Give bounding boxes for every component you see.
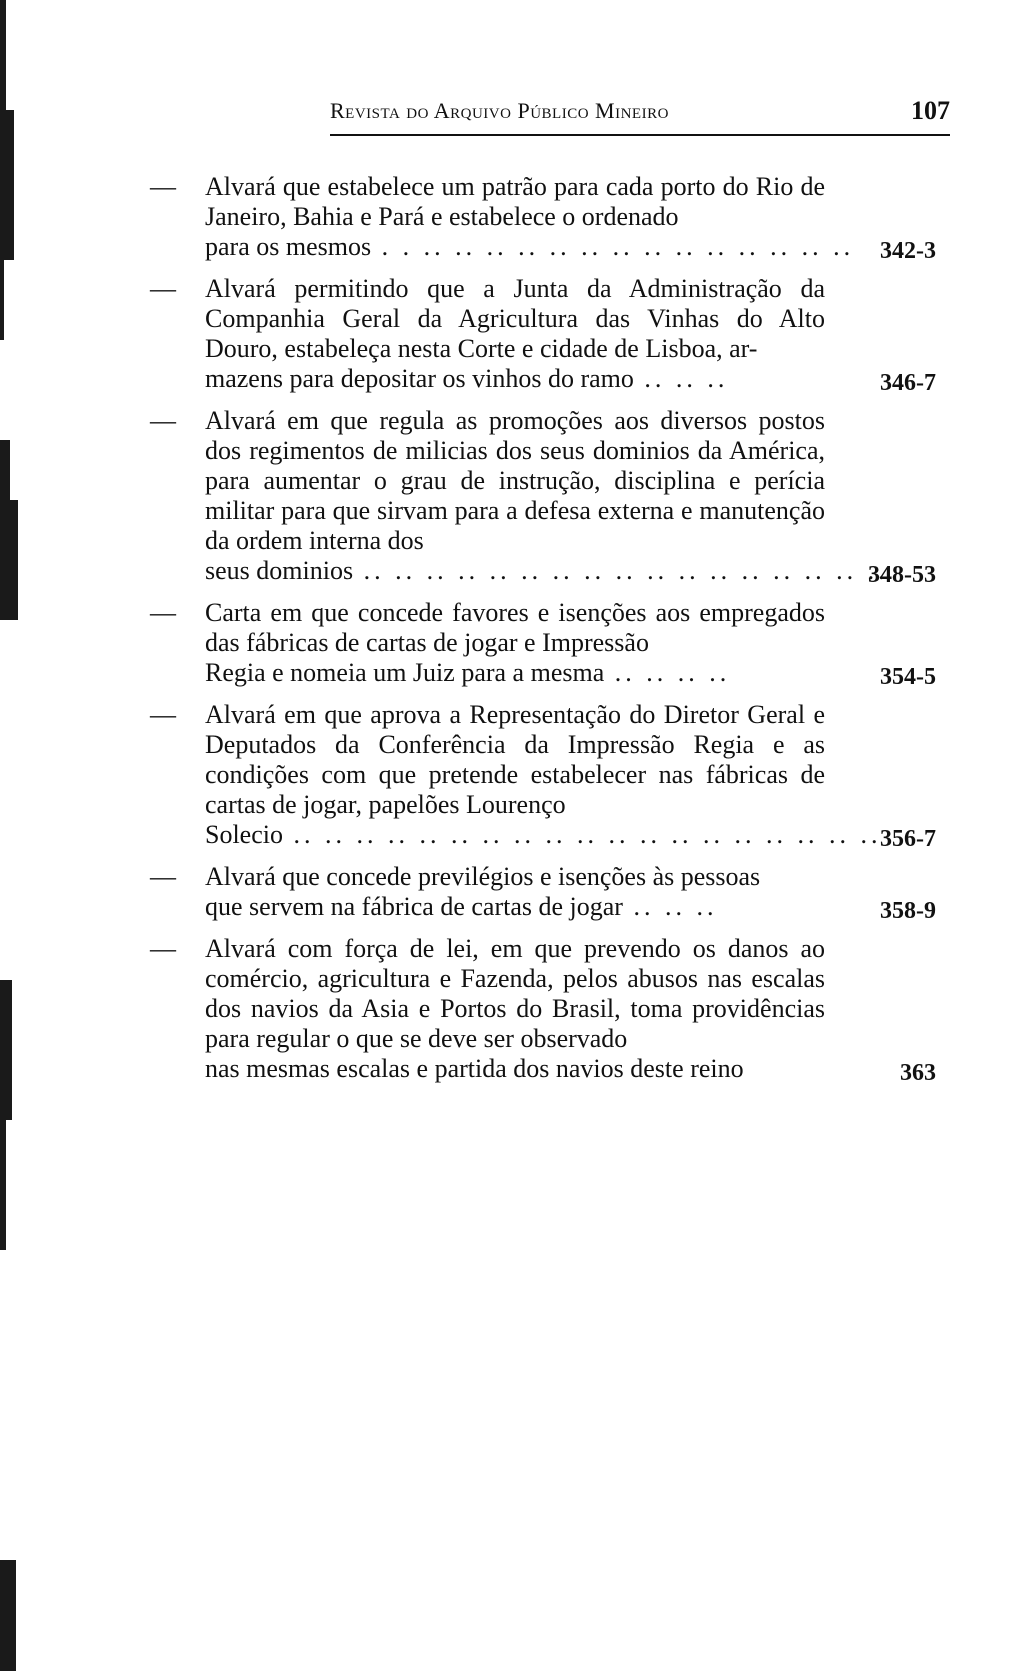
entry-text: Alvará em que regula as promoções aos diversos postos dos regimentos de milicias dos seus dominios da América, para aumentar o grau de instrução, disciplina e perícia militar para que sirvam para a defesa externa e manutenção da ordem interna dos	[205, 406, 825, 555]
index-entry	[150, 700, 940, 850]
entry-pages: 342-3	[880, 238, 936, 264]
entry-pages: 354-5	[880, 664, 936, 690]
entry-text: Alvará com força de lei, em que prevendo os danos ao comércio, agricultura e Fazenda, pelos abusos nas escalas dos navios da Asia e Portos do Brasil, toma providências para regular o que se deve ser observado	[205, 934, 825, 1053]
entry-last-line-text: que servem na fábrica de cartas de jogar	[205, 892, 623, 921]
entry-pages: 348-53	[868, 562, 936, 588]
dot-leader: . . .. .. .. .. .. .. .. .. .. .. .. .. .. ..	[371, 232, 855, 261]
journal-title: Revista do Arquivo Público Mineiro	[330, 98, 669, 123]
entry-last-line-text: nas mesmas escalas e partida dos navios deste reino	[205, 1054, 744, 1083]
entry-last-line	[205, 556, 889, 586]
entry-dash: —	[150, 274, 176, 303]
index-entries	[150, 172, 940, 1096]
entry-dash: —	[150, 406, 176, 435]
entry-last-line-text: para os mesmos	[205, 232, 372, 261]
entry-dash: —	[150, 700, 176, 729]
running-header	[330, 98, 950, 130]
index-entry	[150, 862, 940, 922]
dot-leader: .. .. .. ..	[604, 658, 731, 687]
entry-pages: 363	[900, 1060, 936, 1086]
dot-leader: .. .. .. .. .. .. .. .. .. .. .. .. .. .. .. .. ..	[353, 556, 889, 585]
entry-last-line	[205, 892, 825, 922]
entry-last-line	[205, 658, 825, 688]
entry-last-line	[205, 1054, 825, 1084]
dot-leader: .. .. .. .. .. .. .. .. .. .. .. .. .. .. .. .. .. .. ..	[283, 820, 882, 849]
index-entry	[150, 274, 940, 394]
entry-dash: —	[150, 862, 176, 891]
entry-last-line	[205, 820, 882, 850]
entry-last-line-text: Regia e nomeia um Juiz para a mesma	[205, 658, 605, 687]
entry-last-line-text: Solecio	[205, 820, 283, 849]
entry-last-line-text: seus dominios	[205, 556, 354, 585]
entry-last-line	[205, 364, 825, 394]
entry-dash: —	[150, 934, 176, 963]
entry-text: Carta em que concede favores e isenções aos empregados das fábricas de cartas de jogar e Impressão	[205, 598, 825, 657]
scanned-page-edge	[0, 0, 30, 1671]
index-entry	[150, 934, 940, 1084]
entry-text: Alvará permitindo que a Junta da Administração da Companhia Geral da Agricultura das Vinhas do Alto Douro, estabeleça nesta Corte e cidade de Lisboa, ar-	[205, 274, 825, 363]
header-rule	[330, 134, 950, 136]
dot-leader: .. .. ..	[622, 892, 718, 921]
index-entry	[150, 406, 940, 586]
entry-text: Alvará em que aprova a Representação do Diretor Geral e Deputados da Conferência da Impressão Regia e as condições com que pretende estabelecer nas fábricas de cartas de jogar, papelões Lourenço	[205, 700, 825, 819]
page-number: 107	[911, 96, 950, 125]
entry-dash: —	[150, 598, 176, 627]
entry-last-line-text: mazens para depositar os vinhos do ramo	[205, 364, 634, 393]
index-entry	[150, 598, 940, 688]
entry-pages: 356-7	[880, 826, 936, 852]
dot-leader: .. .. ..	[633, 364, 729, 393]
entry-pages: 346-7	[880, 370, 936, 396]
entry-last-line	[205, 232, 855, 262]
entry-dash: —	[150, 172, 176, 201]
index-entry	[150, 172, 940, 262]
entry-pages: 358-9	[880, 898, 936, 924]
entry-text: Alvará que estabelece um patrão para cada porto do Rio de Janeiro, Bahia e Pará e estabelece o ordenado	[205, 172, 825, 231]
entry-text: Alvará que concede previlégios e isenções às pessoas	[205, 862, 761, 891]
